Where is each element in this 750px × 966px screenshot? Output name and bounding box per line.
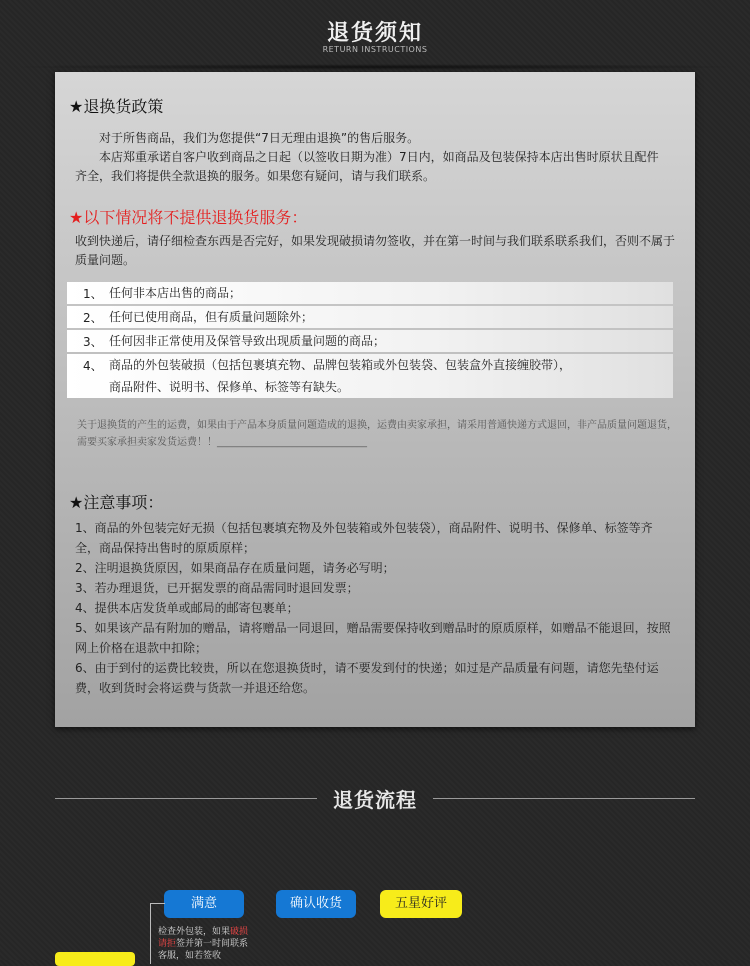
policy-paragraph-1: 对于所售商品，我们为您提供“7日无理由退换”的售后服务。 (99, 131, 420, 145)
divider-right (433, 798, 695, 799)
five-star-review-button[interactable]: 五星好评 (380, 890, 462, 918)
satisfied-button[interactable]: 满意 (164, 890, 244, 918)
attention-list (75, 518, 675, 698)
list-item: 4、提供本店发货单或邮局的邮寄包裹单； (75, 601, 299, 615)
policy-heading: ★退换货政策 (69, 97, 164, 116)
list-item: 1、 任何非本店出售的商品； (67, 282, 673, 304)
page-title: 退货须知 (326, 21, 423, 46)
flow-step-note: 检查外包装，如果破损请拒签并第一时间联系客服，如若签收 (158, 927, 249, 961)
list-item: 4、 商品的外包装破损（包括包裹填充物、品牌包装箱或外包装袋、包装盒外直接缠胶带）， 商品附件、说明书、保修单、标签等有缺失。 (67, 354, 673, 398)
header-divider (0, 64, 750, 70)
list-item: 2、注明退换货原因，如果商品存在质量问题，请务必写明； (75, 561, 395, 575)
no-service-intro: 收到快递后，请仔细检查东西是否完好，如果发现破损请勿签收，并在第一时间与我们联系联系我们，否则不属于质量问题。 (75, 234, 676, 267)
flow-step-badge (55, 952, 135, 966)
list-item: 3、 任何因非正常使用及保管导致出现质量问题的商品； (67, 330, 673, 352)
policy-paragraph-2: 本店郑重承诺自客户收到商品之日起（以签收日期为准）7日内，如商品及包装保持本店出售时原状且配件齐全，我们将提供全款退换的服务。如果您有疑问，请与我们联系。 (75, 150, 659, 183)
divider-left (55, 798, 317, 799)
list-item: 6、由于到付的运费比较贵，所以在您退换货时，请不要发到付的快递；如过是产品质量有问题，请您先垫付运费，收到货时会将运费与货款一并退还给您。 (75, 661, 659, 695)
list-item: 5、如果该产品有附加的赠品，请将赠品一同退回，赠品需要保持收到赠品时的原质原样，如赠品不能退回，按照网上价格在退款中扣除； (75, 621, 671, 655)
shipping-fee-note: 关于退换货的产生的运费，如果由于产品本身质量问题造成的退换，运费由卖家承担，请采用普通快递方式退回，非产品质量问题退货，需要买家承担卖家发货运费！！______________________________ (77, 420, 677, 448)
confirm-receipt-button[interactable]: 确认收货 (276, 890, 356, 918)
list-item: 3、若办理退货，已开据发票的商品需同时退回发票； (75, 581, 359, 595)
attention-heading: ★注意事项： (69, 493, 164, 512)
instructions-panel (55, 72, 695, 727)
no-service-heading: ★以下情况将不提供退换货服务： (69, 208, 308, 227)
flow-title: 退货流程 (333, 788, 417, 812)
list-item: 2、 任何已使用商品，但有质量问题除外； (67, 306, 673, 328)
list-item: 1、商品的外包装完好无损（包括包裹填充物及外包装箱或外包装袋），商品附件、说明书、保修单、标签等齐全，商品保持出售时的原质原样； (75, 521, 653, 555)
page-subtitle: RETURN INSTRUCTIONS (322, 45, 428, 54)
